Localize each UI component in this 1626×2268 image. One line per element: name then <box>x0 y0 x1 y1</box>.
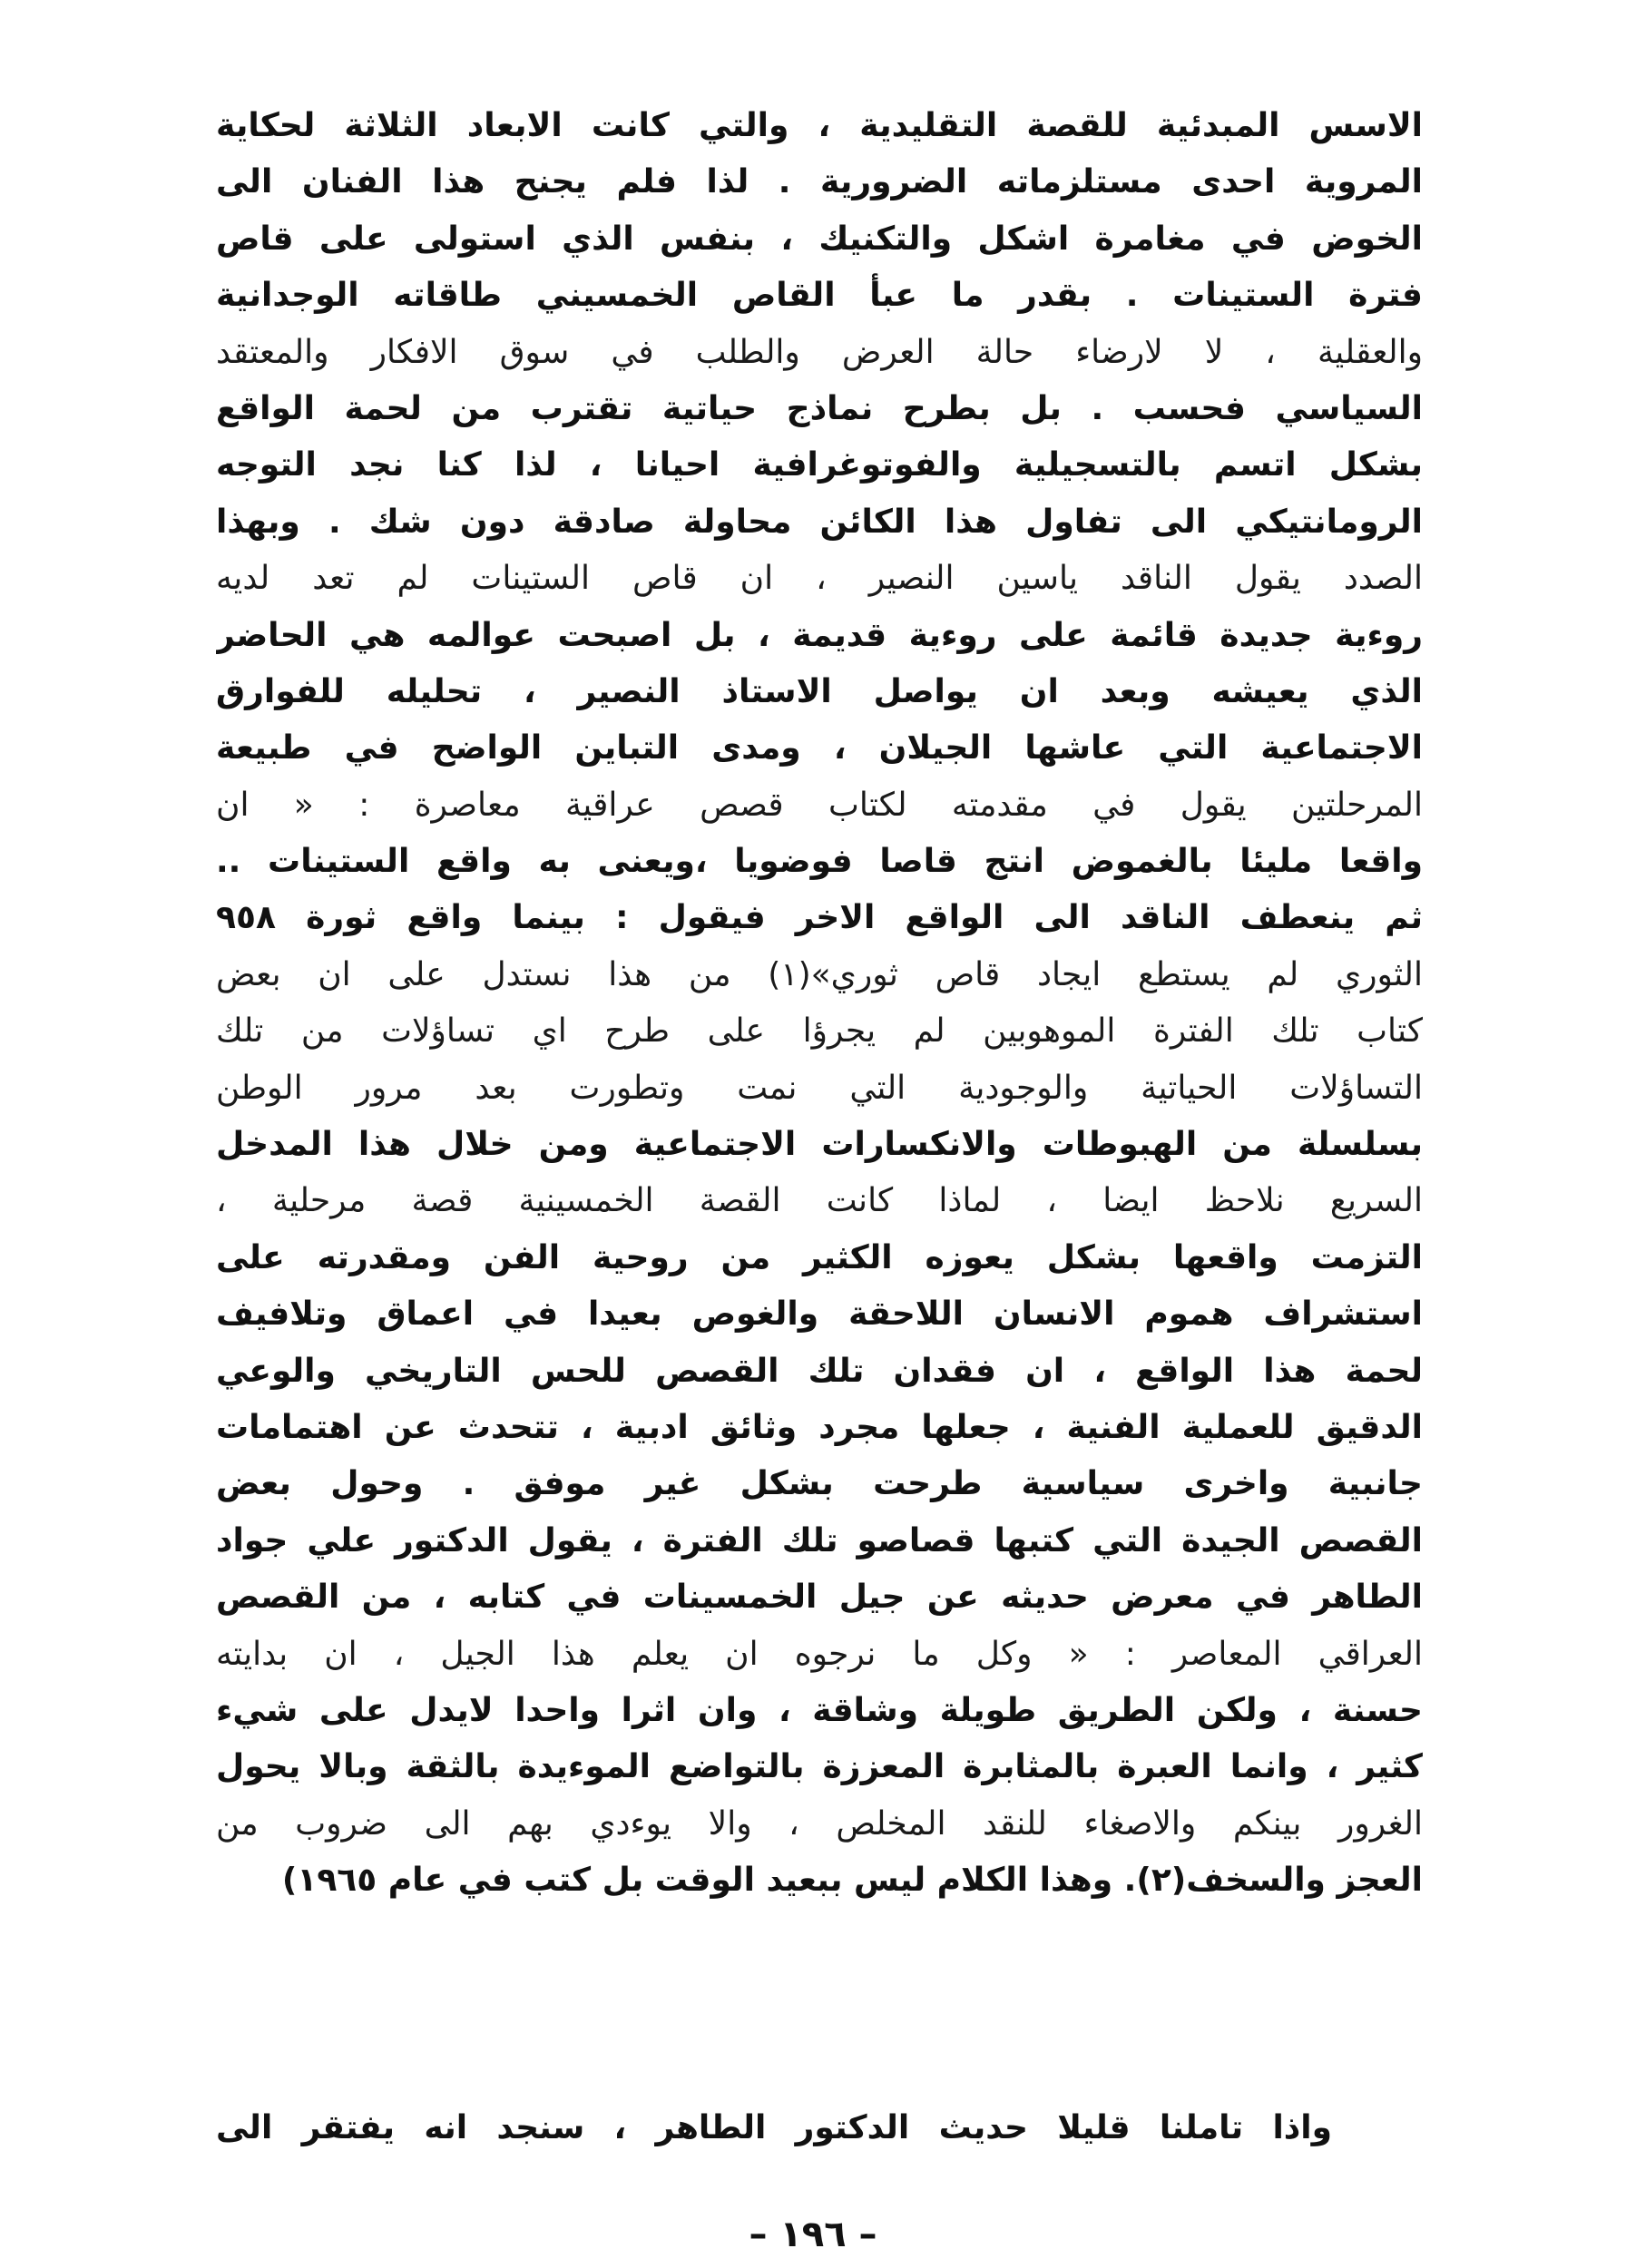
text-line: حسنة ، ولكن الطريق طويلة وشاقة ، وان اثرا واحدا لايدل على شيء <box>216 1691 1423 1729</box>
body-text <box>216 98 1423 1910</box>
text-line: العراقي المعاصر : « وكل ما نرجوه ان يعلم هذا الجيل ، ان بدايته <box>216 1635 1423 1673</box>
text-line: الخوض في مغامرة اشكل والتكنيك ، بنفس الذي استولى على قاص <box>216 220 1423 258</box>
text-line: الغرور بينكم والاصغاء للنقد المخلص ، والا يوءدي بهم الى ضروب من <box>216 1804 1423 1843</box>
text-line: روءية جديدة قائمة على روءية قديمة ، بل اصبحت عوالمه هي الحاضر <box>216 616 1423 654</box>
text-line: العجز والسخف(٢). وهذا الكلام ليس ببعيد الوقت بل كتب في عام ١٩٦٥) <box>281 1862 1423 1900</box>
text-line: كتاب تلك الفترة الموهوبين لم يجرؤا على طرح اي تساؤلات من تلك <box>216 1012 1423 1051</box>
text-line: الذي يعيشه وبعد ان يواصل الاستاذ النصير ، تحليله للفوارق <box>216 672 1423 710</box>
text-line: واقعا مليئا بالغموض انتج قاصا فوضويا ،ويعنى به واقع الستينات .. <box>216 843 1423 881</box>
text-line: المرحلتين يقول في مقدمته لكتاب قصص عراقية معاصرة : « ان <box>216 786 1423 824</box>
text-line: جانبية واخرى سياسية طرحت بشكل غير موفق . وحول بعض <box>216 1465 1423 1503</box>
text-line: لحمة هذا الواقع ، ان فقدان تلك القصص للحس التاريخي والوعي <box>216 1352 1423 1390</box>
paragraph-start-line: واذا تاملنا قليلا حديث الدكتور الطاهر ، سنجد انه يفتقر الى <box>216 2109 1332 2146</box>
page-number: – ١٩٦ – <box>749 2214 877 2255</box>
text-line: الطاهر في معرض حديثه عن جيل الخمسينات في كتابه ، من القصص <box>216 1579 1423 1617</box>
text-line: الدقيق للعملية الفنية ، جعلها مجرد وثائق ادبية ، تتحدث عن اهتمامات <box>216 1408 1423 1446</box>
text-line: التزمت واقعها بشكل يعوزه الكثير من روحية الفن ومقدرته على <box>216 1238 1423 1276</box>
text-line: ثم ينعطف الناقد الى الواقع الاخر فيقول : بينما واقع ثورة ٩٥٨ <box>216 899 1423 937</box>
text-line: كثير ، وانما العبرة بالمثابرة المعززة بالتواضع الموءيدة بالثقة وبالا يحول <box>216 1748 1423 1786</box>
text-line: القصص الجيدة التي كتبها قصاصو تلك الفترة ، يقول الدكتور علي جواد <box>216 1521 1423 1559</box>
text-line: الصدد يقول الناقد ياسين النصير ، ان قاص الستينات لم تعد لديه <box>216 560 1423 598</box>
text-line: فترة الستينات . بقدر ما عبأ القاص الخمسيني طاقاته الوجدانية <box>216 277 1423 315</box>
text-line: الثوري لم يستطع ايجاد قاص ثوري»(١) من هذا نستدل على ان بعض <box>216 955 1423 993</box>
text-line: الرومانتيكي الى تفاول هذا الكائن محاولة صادقة دون شك . وبهذا <box>216 503 1423 541</box>
text-line: والعقلية ، لا لارضاء حالة العرض والطلب في سوق الافكار والمعتقد <box>216 333 1423 371</box>
text-line: الاجتماعية التي عاشها الجيلان ، ومدى التباين الواضح في طبيعة <box>216 729 1423 767</box>
text-line: التساؤلات الحياتية والوجودية التي نمت وتطورت بعد مرور الوطن <box>216 1069 1423 1107</box>
text-line: السريع نلاحظ ايضا ، لماذا كانت القصة الخمسينية قصة مرحلية ، <box>216 1182 1423 1220</box>
text-line: بشكل اتسم بالتسجيلية والفوتوغرافية احيانا ، لذا كنا نجد التوجه <box>216 446 1423 484</box>
text-line: المروية احدى مستلزماته الضرورية . لذا فلم يجنح هذا الفنان الى <box>216 163 1423 201</box>
text-line: الاسس المبدئية للقصة التقليدية ، والتي كانت الابعاد الثلاثة لحكاية <box>216 107 1423 144</box>
text-line: بسلسلة من الهبوطات والانكسارات الاجتماعية ومن خلال هذا المدخل <box>216 1126 1423 1164</box>
text-line: السياسي فحسب . بل بطرح نماذج حياتية تقترب من لحمة الواقع <box>216 389 1423 427</box>
text-line: استشراف هموم الانسان اللاحقة والغوص بعيدا في اعماق وتلافيف <box>216 1295 1423 1334</box>
